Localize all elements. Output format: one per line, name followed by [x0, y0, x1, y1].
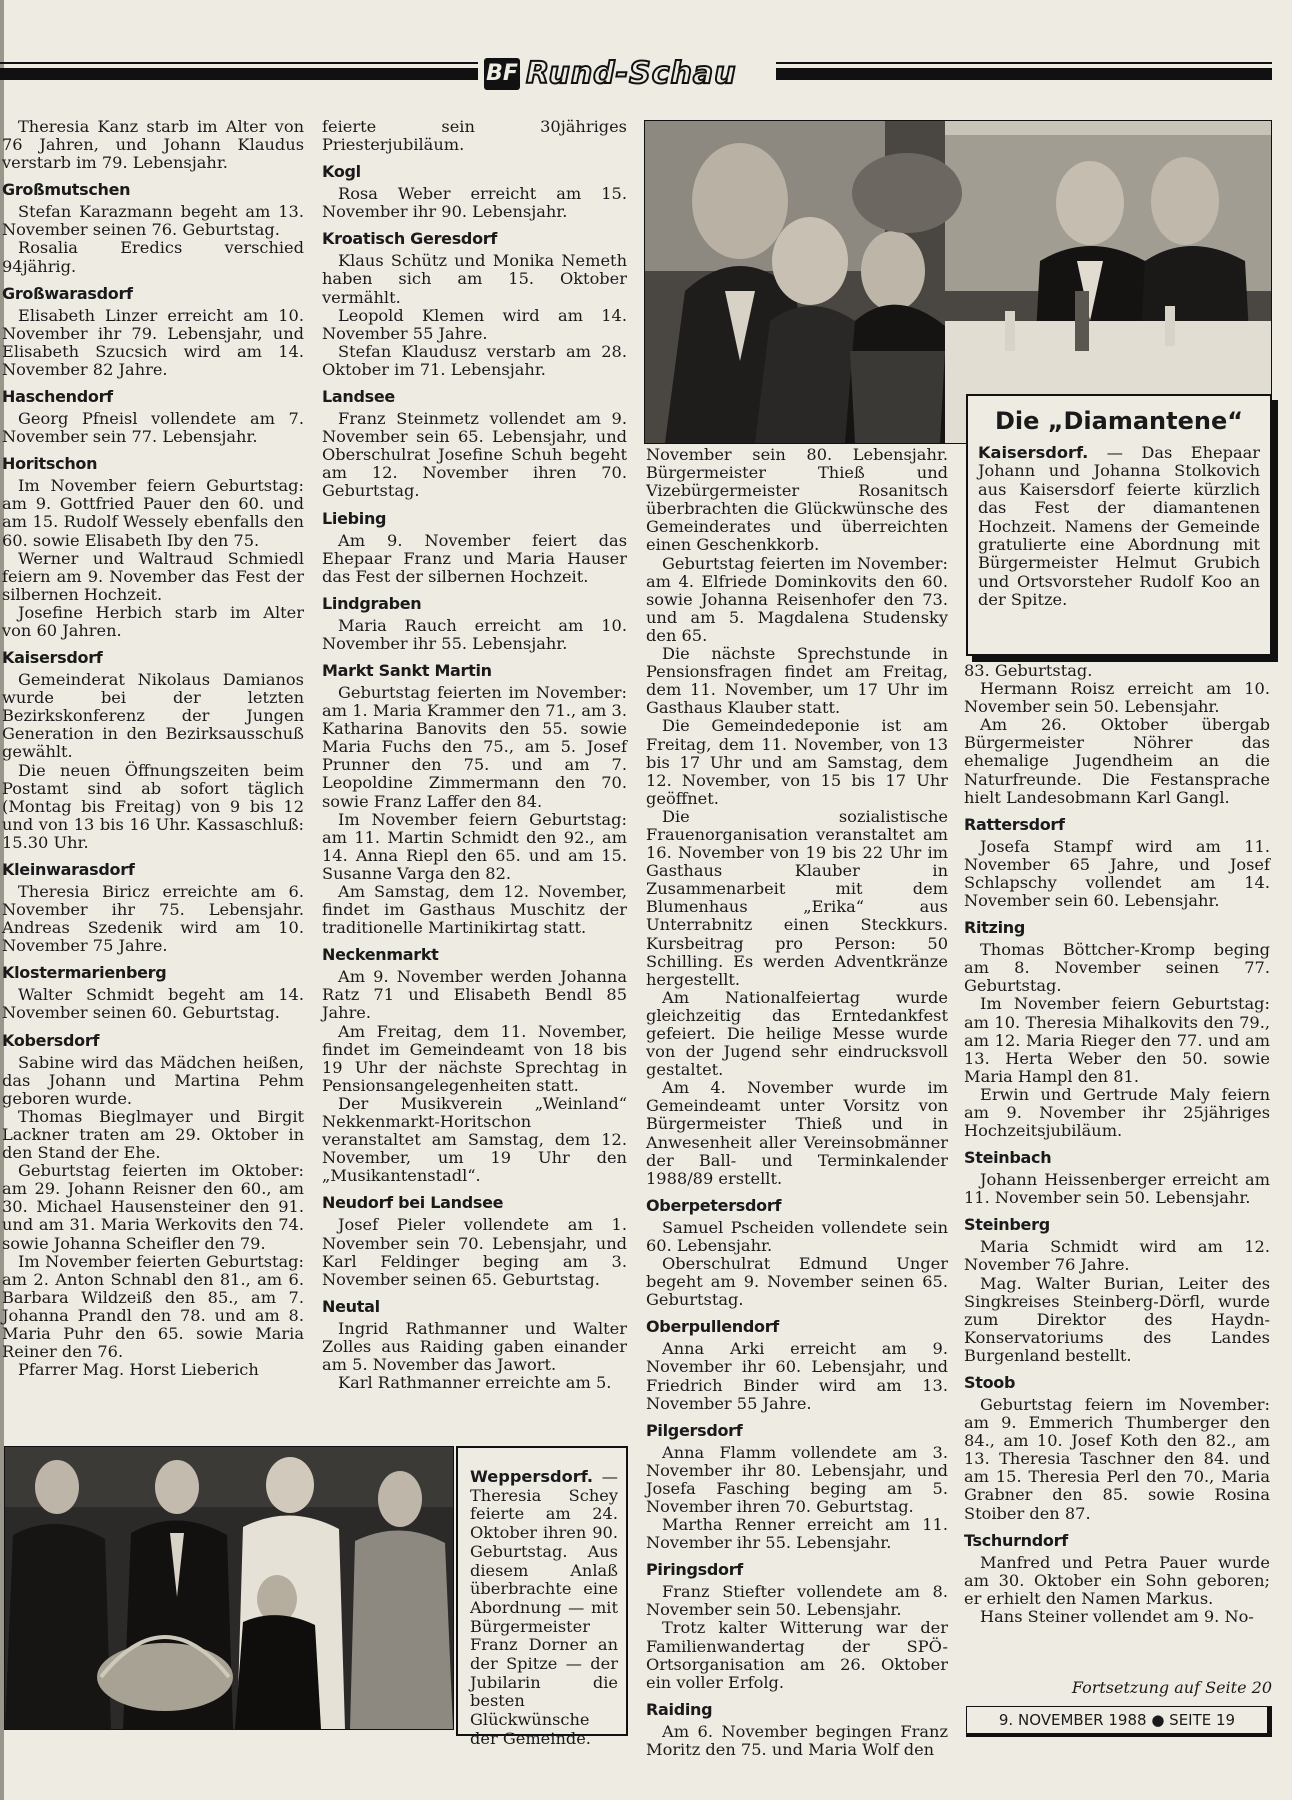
article-paragraph: Georg Pfneisl vollendete am 7. November sein 77. Lebensjahr.: [2, 409, 304, 447]
article-paragraph: Am 26. Oktober übergab Bürgermeister Nöhrer das ehemalige Jugendheim an die Naturfreunde. Die Festansprache hielt Landesobmann Karl Gangl.: [964, 715, 1270, 807]
section-heading: Piringsdorf: [646, 1560, 743, 1580]
article-paragraph: Elisabeth Linzer erreicht am 10. November ihr 79. Lebensjahr, und Elisabeth Szucsich wird am 14. November 82 Jahre.: [2, 305, 304, 379]
section-heading: Kogl: [322, 162, 361, 182]
section-heading: Liebing: [322, 508, 387, 528]
article-paragraph: Am 9. November werden Johanna Ratz 71 und Elisabeth Bendl 85 Jahre.: [322, 967, 627, 1023]
masthead-logo: BF: [484, 58, 520, 90]
article-paragraph: Martha Renner erreicht am 11. November ihr 55. Lebensjahr.: [646, 1515, 948, 1553]
article-paragraph: Theresia Kanz starb im Alter von 76 Jahren, und Johann Klaudus verstarb im 79. Lebensjahr.: [2, 117, 304, 173]
weppersdorf-caption: [470, 1468, 618, 1749]
article-paragraph: Hans Steiner vollendet am 9. No-: [980, 1606, 1254, 1626]
article-paragraph: Stefan Klaudusz verstarb am 28. Oktober im 71. Lebensjahr.: [322, 341, 627, 379]
article-paragraph: Am Samstag, dem 12. November, findet im Gasthaus Muschitz der traditionelle Martinikirtag statt.: [322, 882, 627, 938]
weppersdorf-box: [456, 1446, 628, 1748]
article-paragraph: Stefan Karazmann begeht am 13. November seinen 76. Geburtstag.: [2, 202, 304, 240]
diamantene-text: — Das Ehepaar Johann und Johanna Stolkovich aus Kaisersdorf feierte kürzlich das Fest der diamantenen Hochzeit. Namens der Gemeinde gratulierte eine Abordnung mit Bürgermeister Helmut Grubich und Ortsvorsteher Rudolf Koo an der Spitze.: [978, 443, 1260, 610]
article-paragraph: Im November feiern Geburtstag: am 11. Martin Schmidt den 92., am 14. Anna Riepl den 65. und am 15. Susanne Varga den 82.: [322, 809, 627, 883]
weppersdorf-place: Weppersdorf.: [470, 1467, 594, 1486]
section-heading: Haschendorf: [2, 387, 113, 407]
article-paragraph: Erwin und Gertrude Maly feiern am 9. November ihr 25jähriges Hochzeitsjubiläum.: [964, 1084, 1270, 1141]
page-footer: 9. NOVEMBER 1988 ● SEITE 19: [966, 1706, 1272, 1737]
section-heading: Steinberg: [964, 1215, 1050, 1235]
section-heading: Lindgraben: [322, 593, 422, 613]
article-paragraph: Leopold Klemen wird am 14. November 55 Jahre.: [322, 305, 627, 343]
diamantene-box: [966, 394, 1272, 656]
section-heading: Markt Sankt Martin: [322, 660, 492, 680]
article-paragraph: Geburtstag feierten im November: am 1. Maria Krammer den 71., am 3. Katharina Banovits den 55. sowie Maria Fuchs den 75., am 5. Josef Prunner den 75. und am 7. Leopoldine Zimmermann den 70. sowie Franz Laffer den 84.: [322, 682, 627, 811]
article-paragraph: Am 6. November begingen Franz Moritz den 75. und Maria Wolf den: [646, 1721, 948, 1759]
masthead-title: Rund-Schau: [526, 56, 737, 91]
section-heading: Stoob: [964, 1373, 1016, 1392]
article-paragraph: Rosalia Eredics verschied 94jährig.: [2, 238, 304, 276]
article-paragraph: Mag. Walter Burian, Leiter des Singkreises Steinberg-Dörfl, wurde zum Direktor des Haydn-Konservatoriums des Landes Burgenland bestellt.: [964, 1273, 1270, 1365]
section-heading: Kleinwarasdorf: [2, 860, 135, 879]
article-paragraph: Theresia Biricz erreichte am 6. November ihr 75. Lebensjahr. Andreas Szedenik wird am 10. November 75 Jahre.: [2, 882, 304, 956]
article-paragraph: Im November feiern Geburtstag: am 10. Theresia Mihalkovits den 79., am 12. Maria Rieger den 77. und am 13. Herta Weber den 50. sowie Maria Hampl den 81.: [964, 994, 1270, 1086]
masthead-rule-left: [0, 68, 478, 80]
column-1: [2, 118, 304, 1379]
section-heading: Tschurndorf: [964, 1530, 1068, 1550]
article-paragraph: Die nächste Sprechstunde in Pensionsfragen findet am Freitag, dem 11. November, um 17 Uhr im Gasthaus Klauber statt.: [646, 644, 948, 718]
article-paragraph: 83. Geburtstag.: [964, 661, 1093, 680]
article-paragraph: Die sozialistische Frauenorganisation veranstaltet am 16. November von 19 bis 22 Uhr im Gasthaus Klauber in Zusammenarbeit mit dem Blumenhaus „Erika“ aus Unterrabnitz einen Steckkurs. Kursbeitrag pro Person: 50 Schilling. Es werden Adventkränze hergestellt.: [646, 806, 948, 989]
diamantene-caption: [978, 444, 1260, 610]
article-paragraph: Gemeinderat Nikolaus Damianos wurde bei der letzten Bezirkskonferenz der Jungen Generation in den Bezirksausschuß gewählt.: [2, 670, 304, 762]
section-heading: Ritzing: [964, 918, 1025, 938]
section-heading: Kobersdorf: [2, 1030, 100, 1050]
section-heading: Kaisersdorf: [2, 648, 103, 668]
article-paragraph: Karl Rathmanner erreichte am 5.: [338, 1373, 612, 1393]
section-heading: Raiding: [646, 1699, 713, 1719]
article-paragraph: Klaus Schütz und Monika Nemeth haben sich am 15. Oktober vermählt.: [322, 251, 627, 307]
article-paragraph: Johann Heissenberger erreicht am 11. November sein 50. Lebensjahr.: [964, 1170, 1270, 1208]
section-heading: Großwarasdorf: [2, 283, 133, 303]
diamantene-title: Die „Diamantene“: [994, 407, 1244, 435]
photo-weppersdorf-image: [5, 1447, 453, 1729]
photo-weppersdorf: [4, 1446, 454, 1730]
article-paragraph: Rosa Weber erreicht am 15. November ihr 90. Lebensjahr.: [322, 184, 627, 222]
article-paragraph: Im November feiern Geburtstag: am 9. Gottfried Pauer den 60. und am 15. Rudolf Wessely ebenfalls den 60. sowie Elisabeth Iby den 75.: [2, 476, 304, 550]
section-heading: Oberpetersdorf: [646, 1195, 782, 1215]
article-paragraph: Werner und Waltraud Schmiedl feiern am 9. November das Fest der silbernen Hochzeit.: [2, 548, 304, 604]
article-paragraph: November sein 80. Lebensjahr. Bürgermeister Thieß und Vizebürgermeister Rosanitsch überbrachten die Glückwünsche des Gemeinderates und überreichten einen Geschenkkorb.: [646, 445, 948, 555]
article-paragraph: Geburtstag feiern im November: am 9. Emmerich Thumberger den 84., am 10. Josef Koth den 82., am 13. Theresia Taschner den 84. und am 15. Theresia Perl den 70., Maria Grabner den 85. sowie Rosina Stoiber den 87.: [964, 1395, 1270, 1523]
article-paragraph: Trotz kalter Witterung war der Familienwandertag der SPÖ-Ortsorganisation am 26. Oktober ein voller Erfolg.: [646, 1618, 948, 1692]
article-paragraph: Thomas Böttcher-Kromp beging am 8. November seinen 77. Geburtstag.: [964, 940, 1270, 996]
diamantene-place: Kaisersdorf.: [978, 443, 1089, 462]
article-paragraph: Anna Arki erreicht am 9. November ihr 60. Lebensjahr, und Friedrich Binder wird am 13. November 55 Jahre.: [646, 1339, 948, 1413]
masthead: [0, 56, 1272, 92]
section-heading: Steinbach: [964, 1148, 1052, 1168]
article-paragraph: Thomas Bieglmayer und Birgit Lackner traten am 29. Oktober in den Stand der Ehe.: [2, 1106, 304, 1163]
article-paragraph: Die Gemeindedeponie ist am Freitag, dem 11. November, von 13 bis 17 Uhr und am Samstag, dem 12. November, von 15 bis 17 Uhr geöffnet.: [646, 716, 948, 808]
article-paragraph: Geburtstag feierten im November: am 4. Elfriede Dominkovits den 60. sowie Johanna Reisenhofer den 73. und am 5. Magdalena Studensky den 65.: [646, 553, 948, 645]
article-paragraph: Maria Rauch erreicht am 10. November ihr 55. Lebensjahr.: [322, 615, 627, 653]
article-paragraph: Franz Stiefter vollendete am 8. November sein 50. Lebensjahr.: [646, 1582, 948, 1620]
column-4: [964, 662, 1270, 1626]
section-heading: Kroatisch Geresdorf: [322, 229, 498, 249]
section-heading: Pilgersdorf: [646, 1420, 743, 1440]
article-paragraph: feierte sein 30jähriges Priesterjubiläum.: [322, 117, 627, 155]
article-paragraph: Anna Flamm vollendete am 3. November ihr 80. Lebensjahr, und Josefa Fasching beging am 5. November ihren 70. Geburtstag.: [646, 1442, 948, 1516]
section-heading: Oberpullendorf: [646, 1317, 779, 1337]
article-paragraph: Josefine Herbich starb im Alter von 60 Jahren.: [2, 602, 304, 640]
article-paragraph: Hermann Roisz erreicht am 10. November sein 50. Lebensjahr.: [964, 679, 1270, 717]
article-paragraph: Josef Pieler vollendete am 1. November sein 70. Lebensjahr, und Karl Feldinger beging am 3. November seinen 65. Geburtstag.: [322, 1215, 627, 1289]
section-heading: Neudorf bei Landsee: [322, 1193, 504, 1213]
section-heading: Rattersdorf: [964, 814, 1065, 834]
article-paragraph: Ingrid Rathmanner und Walter Zolles aus Raiding gaben einander am 5. November das Jawort.: [322, 1318, 627, 1374]
article-paragraph: Maria Schmidt wird am 12. November 76 Jahre.: [964, 1237, 1270, 1275]
article-paragraph: Oberschulrat Edmund Unger begeht am 9. November seinen 65. Geburtstag.: [646, 1254, 948, 1310]
article-paragraph: Manfred und Petra Pauer wurde am 30. Oktober ein Sohn geboren; er erhielt den Namen Markus.: [964, 1552, 1270, 1608]
article-paragraph: Pfarrer Mag. Horst Lieberich: [18, 1360, 259, 1380]
article-paragraph: Am 9. November feiert das Ehepaar Franz und Maria Hauser das Fest der silbernen Hochzeit.: [322, 530, 627, 586]
article-paragraph: Franz Steinmetz vollendet am 9. November sein 65. Lebensjahr, und Oberschulrat Josefine Schuh begeht am 12. November ihren 70. Geburtstag.: [322, 409, 627, 501]
continued-note: Fortsetzung auf Seite 20: [1071, 1678, 1272, 1697]
article-paragraph: Geburtstag feierten im Oktober: am 29. Johann Reisner den 60., am 30. Michael Hausensteiner den 91. und am 31. Maria Werkovits den 74. sowie Johanna Scheifler den 79.: [2, 1161, 304, 1253]
section-heading: Horitschon: [2, 454, 98, 474]
article-paragraph: Sabine wird das Mädchen heißen, das Johann und Martina Pehm geboren wurde.: [2, 1052, 304, 1108]
column-3: [646, 446, 948, 1759]
article-paragraph: Josefa Stampf wird am 11. November 65 Jahre, und Josef Schlapschy vollendet am 14. November sein 60. Lebensjahr.: [964, 836, 1270, 911]
section-heading: Großmutschen: [2, 180, 131, 200]
article-paragraph: Die neuen Öffnungszeiten beim Postamt sind ab sofort täglich (Montag bis Freitag) von 9 bis 12 und von 13 bis 16 Uhr. Kassaschluß: 15.30 Uhr.: [2, 760, 304, 852]
section-heading: Landsee: [322, 387, 395, 407]
masthead-rule-right: [776, 68, 1272, 80]
article-paragraph: Samuel Pscheiden vollendete sein 60. Lebensjahr.: [646, 1217, 948, 1255]
section-heading: Neckenmarkt: [322, 945, 439, 965]
article-paragraph: Im November feierten Geburtstag: am 2. Anton Schnabl den 81., am 6. Barbara Wildzeiß den 85., am 7. Johanna Prandl den 78. und am 8. Maria Puhr den 65. sowie Maria Reiner den 76.: [2, 1251, 304, 1362]
section-heading: Klostermarienberg: [2, 963, 167, 983]
weppersdorf-text: — Theresia Schey feierte am 24. Oktober ihren 90. Geburtstag. Aus diesem Anlaß überbrachte eine Abordnung — mit Bürgermeister Franz Dorner an der Spitze — der Jubilarin die besten Glückwünsche der Gemeinde.: [470, 1467, 618, 1748]
article-paragraph: Am 4. November wurde im Gemeindeamt unter Vorsitz von Bürgermeister Thieß und in Anwesenheit aller Vereinsobmänner der Ball- und Terminkalender 1988/89 erstellt.: [646, 1078, 948, 1188]
article-paragraph: Am Freitag, dem 11. November, findet im Gemeindeamt von 18 bis 19 Uhr der nächste Sprechtag in Pensionsangelegenheiten statt.: [322, 1021, 627, 1095]
article-paragraph: Am Nationalfeiertag wurde gleichzeitig das Erntedankfest gefeiert. Die heilige Messe wurde von der Jugend sehr eindrucksvoll gestaltet.: [646, 987, 948, 1080]
section-heading: Neutal: [322, 1296, 380, 1316]
column-2: [322, 118, 627, 1392]
article-paragraph: Der Musikverein „Weinland“ Nekkenmarkt-Horitschon veranstaltet am Samstag, dem 12. November, um 19 Uhr den „Musikantenstadl“.: [322, 1093, 627, 1186]
article-paragraph: Walter Schmidt begeht am 14. November seinen 60. Geburtstag.: [2, 985, 304, 1023]
